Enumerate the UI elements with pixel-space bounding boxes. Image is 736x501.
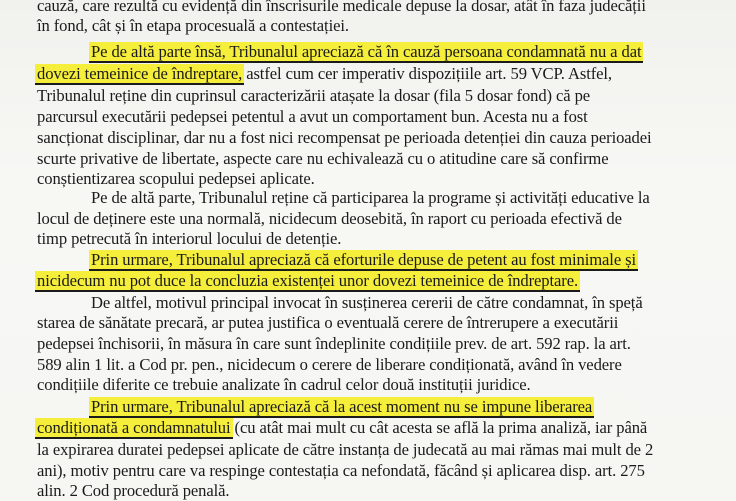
text-segment: în fond, cât și în etapa procesuală a contestației. [37,16,349,35]
highlighted-text: Prin urmare, Tribunalul apreciază că eforturile depuse de petent au fost minimale și [91,250,637,269]
text-line [91,293,643,313]
text-line [37,440,653,460]
text-line [37,16,349,36]
text-segment: scurte privative de libertate, aspecte care nu echivalează cu o atitudine care să confirme [37,149,609,168]
text-segment: cauză, care rezultă cu evidență din înscrisurile medicale depuse la dosar, atât în faza judecății [37,0,646,15]
text-segment: De altfel, motivul principal invocat în susținerea cererii de către condamnat, în speță [91,293,643,312]
highlighted-text: dovezi temeinice de îndreptare, [37,64,243,83]
text-line [37,375,531,395]
text-segment: la expirarea duratei pedepsei aplicate de către instanța de judecată au mai rămas mai mult de 2 [37,440,654,459]
text-line [37,128,652,148]
text-segment: pedepsei închisorii, în măsura în care sunt îndeplinite condițiile prev. de art. 592 rap. la art. [37,334,631,353]
text-line [37,107,588,127]
text-line [37,86,590,106]
highlighted-text: Prin urmare, Tribunalul apreciază că la acest moment nu se impune liberarea [91,397,593,416]
text-line [37,0,646,16]
text-line [37,149,608,169]
text-line [37,481,229,501]
highlighted-text: condiționată a condamnatului [37,418,231,437]
highlighted-text: nicidecum nu pot duce la concluzia existenței unor dovezi temeinice de îndreptare. [37,271,579,290]
text-segment: sancționat disciplinar, dar nu a fost nici recompensat pe perioada detenției din cauza perioadei [37,128,652,147]
text-segment: locul de deținere este una normală, nicidecum deosebită, în raport cu perioada efectivă de [37,209,622,228]
highlighted-line [37,271,578,291]
text-line [37,355,622,375]
text-segment: ani), motiv pentru care va respinge contestația ca nefondată, făcând și aplicarea disp. art. 275 [37,461,645,480]
text-segment: conștientizarea scopului pedepsei aplicate. [37,169,315,188]
text-line [37,229,341,249]
text-segment: parcursul executării pedepsei petentul a avut un comportament bun. Acesta nu a fost [37,107,588,126]
text-segment: 589 alin 1 lit. a Cod pr. pen., nicidecum o cerere de liberare condiționată, având în vedere [37,355,622,374]
text-line [91,188,650,208]
text-line [37,169,315,189]
text-segment: (cu atât mai mult cu cât acesta se află la prima analiză, iar până [230,418,648,437]
text-segment: astfel cum cer imperativ dispozițiile art. 59 VCP. Astfel, [242,64,612,83]
highlighted-text: Pe de altă parte însă, Tribunalul apreciază că în cauză persoana condamnată nu a dat [91,42,642,61]
text-segment: timp petrecută în interiorul locului de detenție. [37,229,342,248]
highlighted-line [91,42,641,62]
text-line [37,209,622,229]
text-segment: Tribunalul reține din cuprinsul caracterizării atașate la dosar (fila 5 dosar fond) că pe [37,86,591,105]
highlighted-line [37,418,647,438]
text-segment: starea de sănătate precară, ar putea justifica o eventuală cerere de întrerupere a executării [37,313,619,332]
highlighted-line [37,64,612,84]
text-segment: Pe de altă parte, Tribunalul reține că participarea la programe și activități educative la [91,188,650,207]
text-line [37,461,645,481]
text-segment: alin. 2 Cod procedură penală. [37,481,230,500]
text-line [37,313,618,333]
text-line [37,334,631,354]
highlighted-line [91,250,636,270]
text-segment: condițiile diferite ce trebuie analizate în cadrul celor două instituții juridice. [37,375,531,394]
highlighted-line [91,397,592,417]
